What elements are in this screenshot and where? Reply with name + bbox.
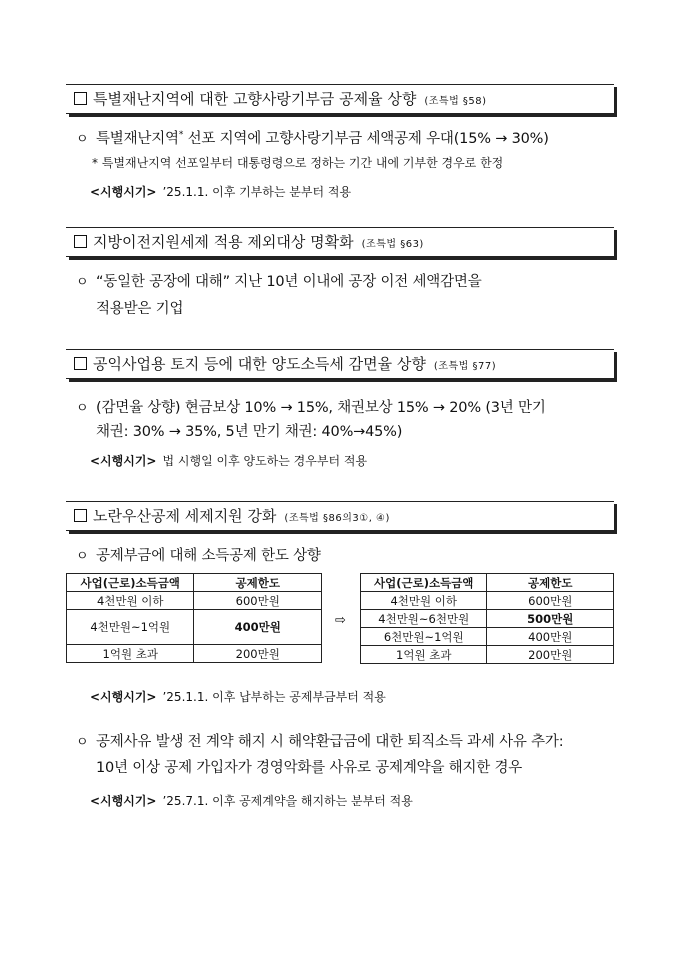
deduction-table-after xyxy=(360,573,614,664)
table-cell: 4천만원~6천만원 xyxy=(361,610,487,628)
table-row xyxy=(361,610,614,628)
table-cell: 200만원 xyxy=(487,646,614,664)
table-header-row xyxy=(67,574,322,592)
checkbox-square-icon xyxy=(74,92,87,105)
table-cell: 400만원 xyxy=(194,610,322,645)
table-cell: 400만원 xyxy=(487,628,614,646)
bullet-item: ㅇ “동일한 공장에 대해” 지난 10년 이내에 공장 이전 세액감면을 xyxy=(76,270,616,291)
section-header-public-land xyxy=(66,349,614,379)
section-header-relocation xyxy=(66,227,614,257)
column-header: 공제한도 xyxy=(487,574,614,592)
bullet-continuation: 적용받은 기업 xyxy=(96,301,184,317)
column-header: 공제한도 xyxy=(194,574,322,592)
bullet-continuation: 채권: 30% → 35%, 5년 만기 채권: 40%→45%) xyxy=(96,424,403,440)
table-cell: 1억원 초과 xyxy=(361,646,487,664)
table-cell: 4천만원 이하 xyxy=(67,592,194,610)
bullet-item: ㅇ 특별재난지역* 선포 지역에 고향사랑기부금 세액공제 우대(15% → 30%) xyxy=(76,127,616,148)
footnote: * 특별재난지역 선포일부터 대통령령으로 정하는 기간 내에 기부한 경우로 한정 xyxy=(92,156,504,170)
bullet-icon: ㅇ xyxy=(76,549,89,564)
table-cell: 4천만원 이하 xyxy=(361,592,487,610)
checkbox-square-icon xyxy=(74,357,87,370)
section-ref: (조특법 §58) xyxy=(424,96,487,107)
effective-date: <시행시기> ’25.7.1. 이후 공제계약을 해지하는 분부터 적용 xyxy=(90,794,413,808)
table-row xyxy=(67,610,322,645)
effective-date: <시행시기> ’25.1.1. 이후 기부하는 분부터 적용 xyxy=(90,185,352,199)
table-cell: 600만원 xyxy=(194,592,322,610)
bullet-icon: ㅇ xyxy=(76,401,89,416)
table-cell: 500만원 xyxy=(487,610,614,628)
column-header: 사업(근로)소득금액 xyxy=(67,574,194,592)
bullet-icon: ㅇ xyxy=(76,275,89,290)
right-arrow-icon: ⇨ xyxy=(335,613,346,628)
section-title: 특별재난지역에 대한 고향사랑기부금 공제율 상향 xyxy=(93,90,417,108)
bullet-icon: ㅇ xyxy=(76,132,89,147)
bullet-item: ㅇ 공제부금에 대해 소득공제 한도 상향 xyxy=(76,544,616,565)
table-cell: 200만원 xyxy=(194,645,322,663)
section-header-disaster-donation xyxy=(66,84,614,114)
table-row xyxy=(361,592,614,610)
table-row xyxy=(67,592,322,610)
bullet-item: ㅇ 공제사유 발생 전 계약 해지 시 해약환급금에 대한 퇴직소득 과세 사유 추가: xyxy=(76,730,616,751)
table-cell: 600만원 xyxy=(487,592,614,610)
section-header-yellow-umbrella xyxy=(66,501,614,531)
bullet-item: ㅇ (감면율 상향) 현금보상 10% → 15%, 채권보상 15% → 20% (3년 만기 xyxy=(76,396,616,417)
bullet-icon: ㅇ xyxy=(76,735,89,750)
column-header: 사업(근로)소득금액 xyxy=(361,574,487,592)
section-ref: (조특법 §86의3①, ④) xyxy=(284,513,390,524)
checkbox-square-icon xyxy=(74,235,87,248)
deduction-table-before xyxy=(66,573,322,663)
table-header-row xyxy=(361,574,614,592)
section-title: 공익사업용 토지 등에 대한 양도소득세 감면율 상향 xyxy=(93,355,426,373)
section-title: 지방이전지원세제 적용 제외대상 명확화 xyxy=(93,233,354,251)
effective-date: <시행시기> 법 시행일 이후 양도하는 경우부터 적용 xyxy=(90,454,368,468)
table-row xyxy=(361,646,614,664)
bullet-continuation: 10년 이상 공제 가입자가 경영악화를 사유로 공제계약을 해지한 경우 xyxy=(96,760,523,776)
table-cell: 6천만원~1억원 xyxy=(361,628,487,646)
table-row xyxy=(361,628,614,646)
table-cell: 4천만원~1억원 xyxy=(67,610,194,645)
checkbox-square-icon xyxy=(74,509,87,522)
effective-date: <시행시기> ’25.1.1. 이후 납부하는 공제부금부터 적용 xyxy=(90,690,386,704)
section-ref: (조특법 §63) xyxy=(361,239,424,250)
section-title: 노란우산공제 세제지원 강화 xyxy=(93,507,277,525)
table-row xyxy=(67,645,322,663)
table-cell: 1억원 초과 xyxy=(67,645,194,663)
section-ref: (조특법 §77) xyxy=(433,361,497,372)
